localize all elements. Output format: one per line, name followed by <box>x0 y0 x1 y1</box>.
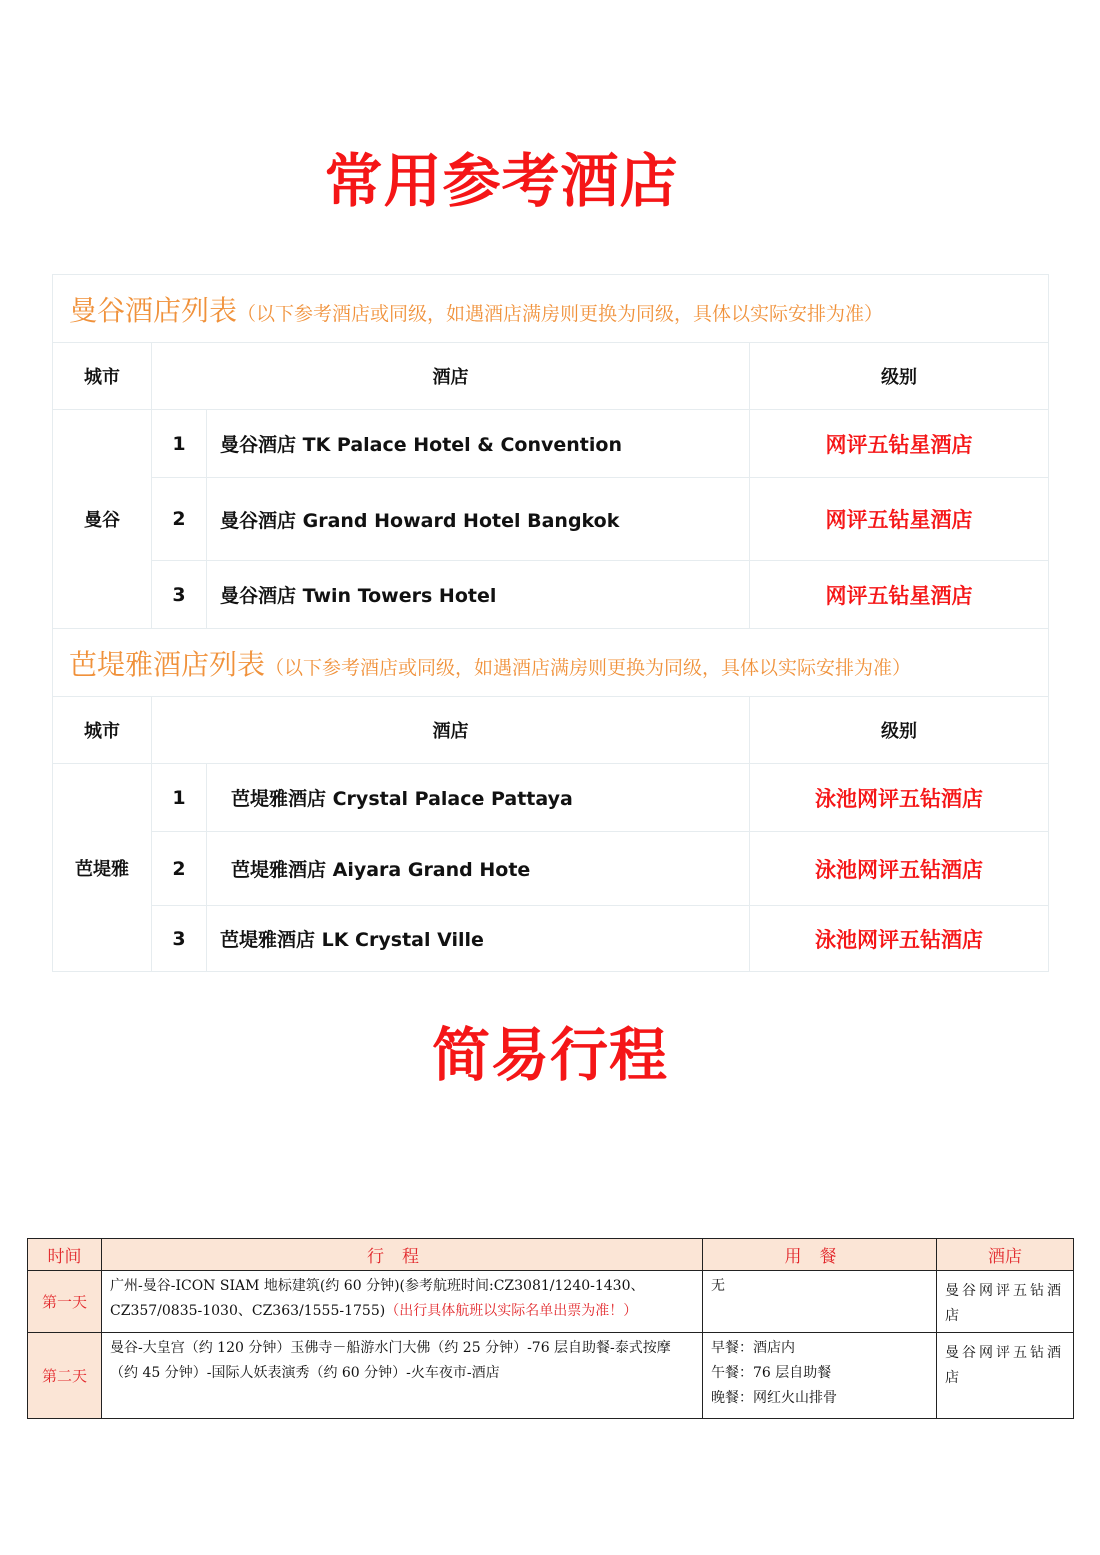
hotel-name: 芭堤雅酒店 Aiyara Grand Hote <box>207 832 750 906</box>
hotel-level: 泳池网评五钻酒店 <box>750 764 1049 832</box>
route-note: （出行具体航班以实际名单出票为准！） <box>385 1303 638 1319</box>
hotel-name: 芭堤雅酒店 Crystal Palace Pattaya <box>207 764 750 832</box>
table-row <box>28 1271 1074 1333</box>
table-row <box>28 1333 1074 1419</box>
city-cell: 芭堤雅 <box>53 764 152 972</box>
itinerary-title: 简易行程 <box>431 1021 668 1089</box>
row-number: 1 <box>152 410 207 478</box>
row-number: 3 <box>152 561 207 629</box>
page-title: 常用参考酒店 <box>324 147 679 215</box>
table-row <box>53 764 1049 832</box>
route-text: 曼谷-大皇宫（约 120 分钟）玉佛寺－船游水门大佛（约 25 分钟）-76 层自助餐-泰式按摩（约 45 分钟）-国际人妖表演秀（约 60 分钟）-火车夜市-酒店 <box>110 1340 671 1381</box>
col-hotel: 酒店 <box>152 697 750 764</box>
route-cell <box>102 1271 703 1333</box>
hotel-level: 网评五钻星酒店 <box>750 561 1049 629</box>
table-row <box>53 906 1049 972</box>
meal-breakfast: 早餐：酒店内 <box>711 1340 795 1356</box>
bangkok-section-header <box>53 275 1049 343</box>
hotel-name: 芭堤雅酒店 LK Crystal Ville <box>207 906 750 972</box>
bangkok-column-header <box>53 343 1049 410</box>
city-cell: 曼谷 <box>53 410 152 629</box>
pattaya-column-header <box>53 697 1049 764</box>
col-route: 行程 <box>102 1239 703 1271</box>
route-text: 广州-曼谷-ICON SIAM 地标建筑(约 60 分钟)(参考航班时间:CZ3081/1240-1430、CZ357/0835-1030、CZ363/1555-1755) <box>110 1278 645 1319</box>
hotel-name: 曼谷酒店 TK Palace Hotel & Convention <box>207 410 750 478</box>
bangkok-heading: 曼谷酒店列表 <box>69 293 238 327</box>
itinerary-table <box>27 1238 1074 1419</box>
hotel-name: 曼谷酒店 Grand Howard Hotel Bangkok <box>207 478 750 561</box>
table-row <box>53 832 1049 906</box>
col-level: 级别 <box>750 697 1049 764</box>
hotel-table <box>52 274 1049 972</box>
day-label: 第一天 <box>28 1271 102 1333</box>
col-meal: 用餐 <box>703 1239 937 1271</box>
hotel-level: 网评五钻星酒店 <box>750 478 1049 561</box>
pattaya-heading: 芭堤雅酒店列表 <box>69 647 266 681</box>
row-number: 3 <box>152 906 207 972</box>
col-city: 城市 <box>53 697 152 764</box>
table-row <box>53 410 1049 478</box>
meal-cell <box>703 1333 937 1419</box>
pattaya-note: （以下参考酒店或同级，如遇酒店满房则更换为同级，具体以实际安排为准） <box>265 656 912 679</box>
hotel-level: 泳池网评五钻酒店 <box>750 832 1049 906</box>
meal-line: 无 <box>711 1278 725 1294</box>
table-row <box>53 561 1049 629</box>
day-label: 第二天 <box>28 1333 102 1419</box>
route-cell <box>102 1333 703 1419</box>
col-hotel: 酒店 <box>937 1239 1074 1271</box>
row-number: 1 <box>152 764 207 832</box>
itinerary-header <box>28 1239 1074 1271</box>
hotel-level: 网评五钻星酒店 <box>750 410 1049 478</box>
hotel-cell: 曼谷网评五钻酒店 <box>937 1271 1074 1333</box>
bangkok-note: （以下参考酒店或同级，如遇酒店满房则更换为同级，具体以实际安排为准） <box>237 302 884 325</box>
meal-lunch: 午餐：76 层自助餐 <box>711 1365 832 1381</box>
hotel-name: 曼谷酒店 Twin Towers Hotel <box>207 561 750 629</box>
meal-cell <box>703 1271 937 1333</box>
col-time: 时间 <box>28 1239 102 1271</box>
table-row <box>53 478 1049 561</box>
col-city: 城市 <box>53 343 152 410</box>
col-hotel: 酒店 <box>152 343 750 410</box>
meal-dinner: 晚餐：网红火山排骨 <box>711 1390 837 1406</box>
pattaya-section-header <box>53 629 1049 697</box>
row-number: 2 <box>152 832 207 906</box>
row-number: 2 <box>152 478 207 561</box>
hotel-cell: 曼谷网评五钻酒店 <box>937 1333 1074 1419</box>
hotel-level: 泳池网评五钻酒店 <box>750 906 1049 972</box>
col-level: 级别 <box>750 343 1049 410</box>
